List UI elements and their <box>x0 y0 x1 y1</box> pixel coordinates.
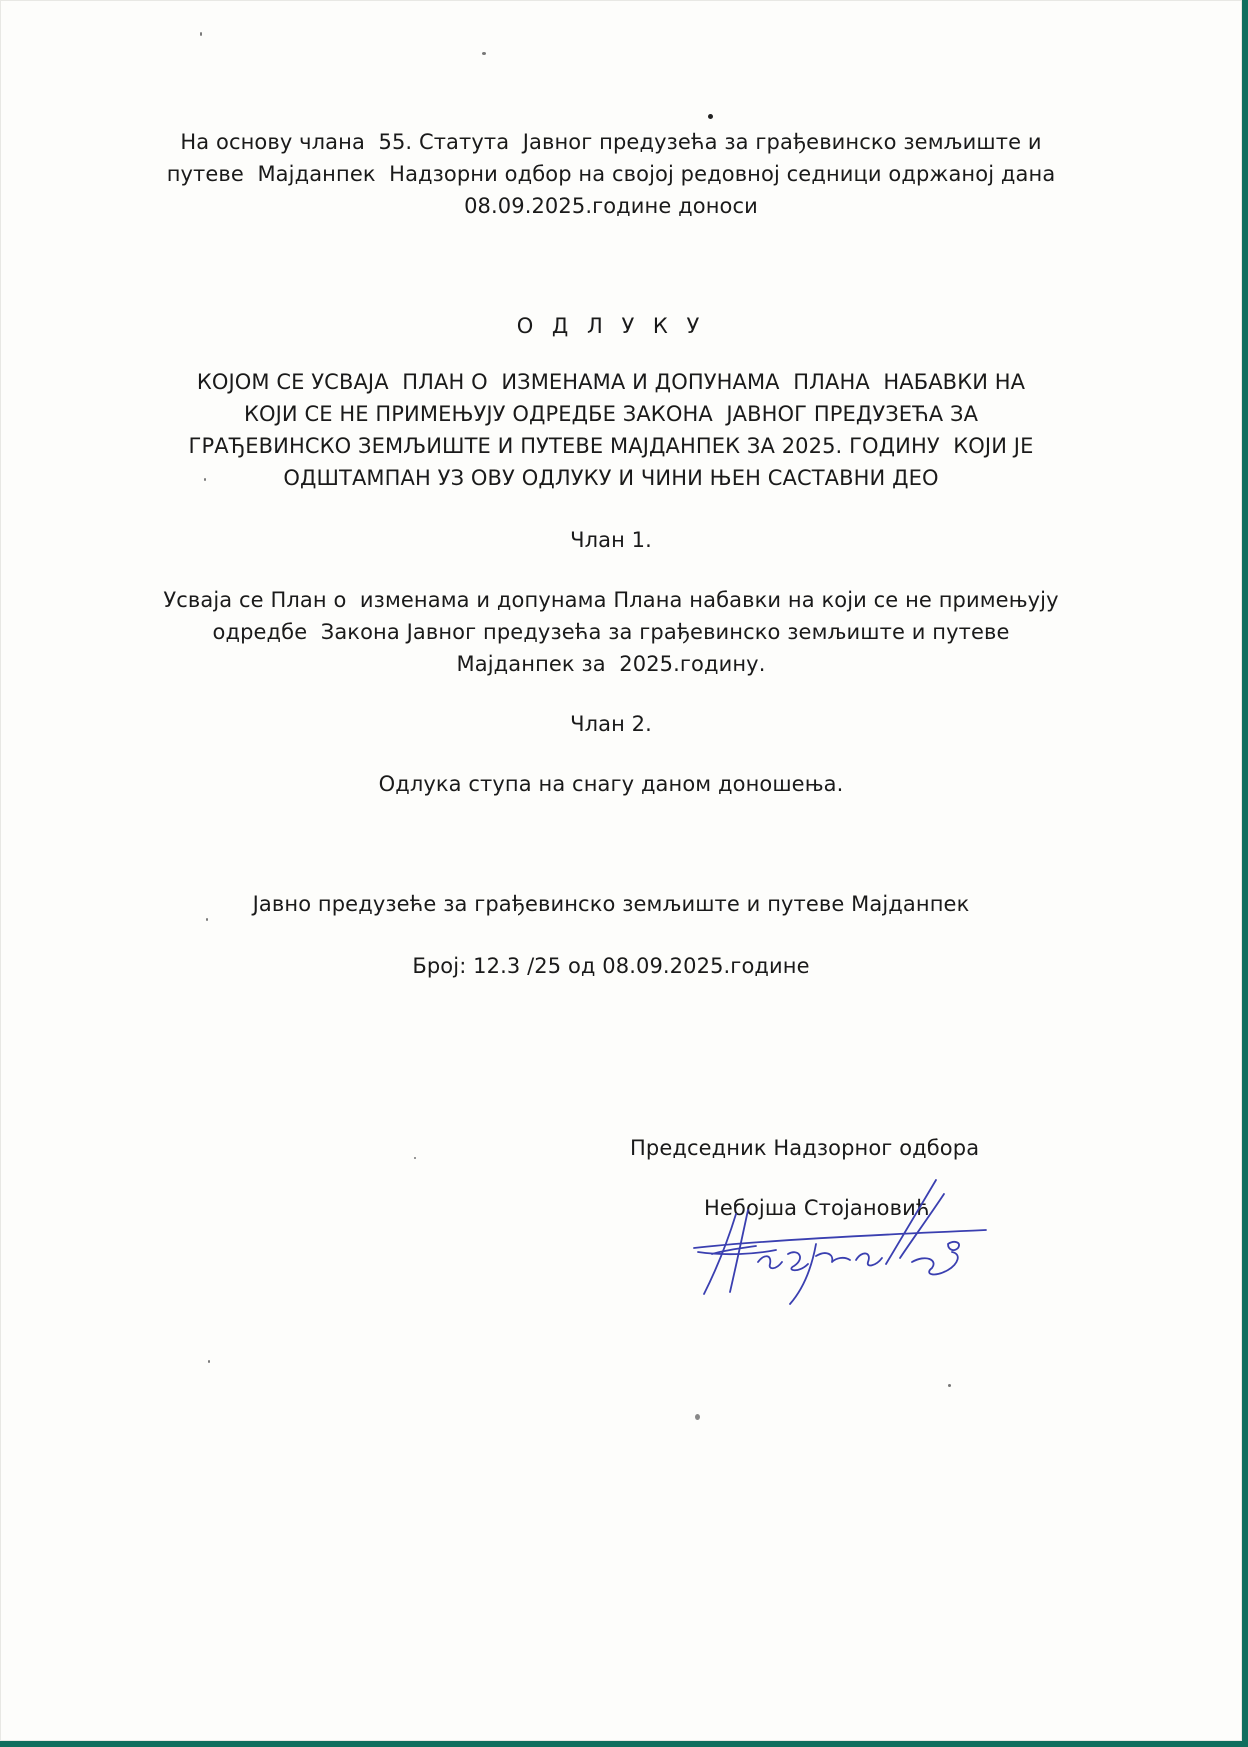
decision-subject-line: ГРАЂЕВИНСКО ЗЕМЉИШТЕ И ПУТЕВЕ МАЈДАНПЕК ЗА 2025. ГОДИНУ КОЈИ ЈЕ <box>188 434 1034 458</box>
preamble-line: 08.09.2025.године доноси <box>464 194 758 218</box>
decision-subject-line: КОЈИ СЕ НЕ ПРИМЕЊУЈУ ОДРЕДБЕ ЗАКОНА ЈАВНОГ ПРЕДУЗЕЋА ЗА <box>243 402 979 426</box>
preamble-line: путеве Мајданпек Надзорни одбор на својој редовној седници одржаној дана <box>166 162 1056 186</box>
scan-speck <box>200 32 202 36</box>
signatory-name: Небојша Стојановић <box>704 1196 930 1220</box>
scan-speck <box>208 1360 210 1363</box>
article-1-line: одредбе Закона Јавног предузећа за грађевинско земљиште и путеве <box>212 620 1010 644</box>
issuer: Јавно предузеће за грађевинско земљиште и путеве Мајданпек <box>252 892 970 916</box>
signatory-role: Председник Надзорног одбора <box>630 1136 980 1160</box>
article-1-line: Мајданпек за 2025.годину. <box>456 652 766 676</box>
preamble <box>0 126 1222 222</box>
preamble-line: На основу члана 55. Статута Јавног предузећа за грађевинско земљиште и <box>180 130 1042 154</box>
scan-speck <box>482 52 486 55</box>
article-1-line: Усваја се План о изменама и допунама Плана набавки на који се не примењују <box>163 588 1059 612</box>
decision-title: О Д Л У К У <box>516 314 706 338</box>
article-1-heading: Члан 1. <box>570 528 652 552</box>
handwritten-signature <box>686 1170 996 1310</box>
article-1-body <box>0 584 1222 680</box>
reference-number: Број: 12.3 /25 од 08.09.2025.године <box>412 954 810 978</box>
article-2-heading: Члан 2. <box>570 712 652 736</box>
decision-subject <box>0 366 1222 494</box>
decision-subject-line: КОЈОМ СЕ УСВАЈА ПЛАН О ИЗМЕНАМА И ДОПУНАМА ПЛАНА НАБАВКИ НА <box>196 370 1026 394</box>
scan-speck <box>708 114 713 119</box>
article-2-body: Одлука ступа на снагу даном доношења. <box>378 772 844 796</box>
decision-subject-line: ОДШТАМПАН УЗ ОВУ ОДЛУКУ И ЧИНИ ЊЕН САСТАВНИ ДЕО <box>283 466 939 490</box>
scan-speck <box>414 1157 416 1159</box>
scan-speck <box>695 1414 700 1420</box>
scan-speck <box>948 1384 951 1387</box>
